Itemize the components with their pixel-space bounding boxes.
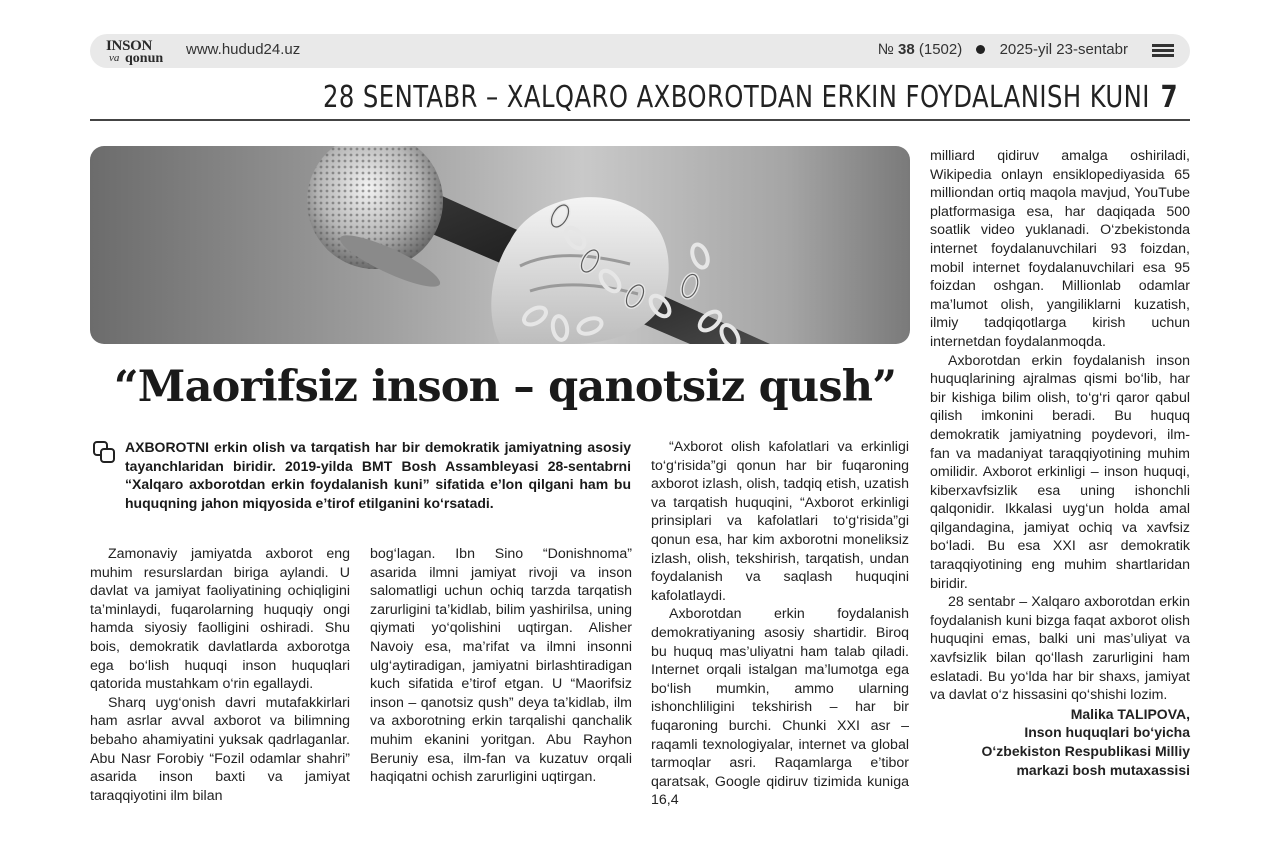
issue-date: 2025-yil 23-sentabr: [999, 41, 1128, 58]
paragraph: 28 sentabr – Xalqaro axborotdan erkin foydalanish kuni bizga faqat axborot olish huquqini emas, balki uni mas’uliyat va xavfsizlik bilan qo‘llash zarurligini ham eslatadi. Bu yo‘lda har bir shaxs, jamiyat va davlat o‘z hissasini qo‘shishi lozim.: [930, 594, 1190, 704]
article-column-3: [651, 438, 909, 810]
paragraph: Axborotdan erkin foydalanish demokratiyaning asosiy shartidir. Biroq bu huquq mas’uliyatni ham talab qiladi. Internet orqali istalgan ma’lumotga ega bo‘lish mumkin, ammo ularning ishonchliligini tekshirish – har bir fuqaroning burchi. Chunki XXI asr – raqamli texnologiyalar, internet va global tarmoqlar asri. Raqamlarga e’tibor qaratsak, Google qidiruv tizimida kuniga 16,4: [651, 606, 909, 809]
paragraph: Sharq uyg‘onish davri mutafakkirlari ham asrlar avval axborot va bilimning bebaho ahamiyatini yuksak qadrlaganlar. Abu Nasr Forobiy “Fozil odamlar shahri” asarida inson baxti va jamiyat taraqqiyotini ilm bilan: [90, 694, 350, 804]
logo-word-qonun: qonun: [125, 51, 164, 66]
copy-squares-icon: [92, 440, 116, 464]
microphone-chained-hand-photo: [90, 146, 910, 344]
paragraph: Axborotdan erkin foydalanish inson huquqlarining ajralmas qismi bo‘lib, har bir kishiga bilim olish, to‘g‘ri qaror qabul qilish imkonini beradi. Bu huquq demokratik jamiyatning poydevori, ilm-fan va madaniyat taraqqiyotining muhim omilidir. Axborot erkinligi – inson huquqi, kiberxavfsizlik esa uning ishonchli qalqonidir. Ikkalasi uyg‘un holda amal qilgandagina, jamiyat ochiq va xavfsiz bo‘ladi. Bu esa XXI asr demokratik taraqqiyotining eng muhim shartlaridan biridir.: [930, 352, 1190, 592]
issue-prefix: №: [877, 41, 894, 58]
article-headline: “Maorifsiz inson – qanotsiz qush”: [113, 362, 897, 412]
paragraph: Zamonaviy jamiyatda axborot eng muhim resurslardan biriga aylandi. U davlat va jamiyat faoliyatining ochiqligini ta’minlaydi, fuqarolarning huquqiy ongi hamda siyosiy faolligini oshiradi. Shu bois, demokratik davlatlarda axborotga ega bo‘lish huquqi inson huquqlari qatorida mustahkam o‘rin egallaydi.: [90, 546, 350, 693]
author-signature: [930, 705, 1190, 779]
author-title-line-2: O‘zbekiston Respublikasi Milliy: [981, 743, 1190, 759]
newspaper-logo[interactable]: [106, 38, 176, 66]
paragraph: bog‘lagan. Ibn Sino “Donishnoma” asarida ilmni jamiyat rivoji va inson salomatligi uchun ochiq tarzda tarqatish zarurligini ta’kidlab, bilim yashirilsa, uning qiymati yo‘qolishini uqtirgan. Alisher Navoiy esa, ma’rifat va ilmni insonni ulg‘aytiradigan, jamiyatni birlashtiradigan kuch sifatida e’tirof etgan. U “Maorifsiz inson – qanotsiz qush” deya ta’kidlab, ilm va axborotning erkin tarqalishi qanchalik muhim ekanini yoritgan. Abu Rayhon Beruniy esa, ilm-fan va kuzatuv orqali haqiqatni ochish zarurligini uqtirgan.: [370, 546, 632, 786]
logo-word-inson: INSON: [106, 38, 153, 54]
article-column-1: [90, 545, 350, 805]
article-column-4: [930, 147, 1190, 779]
issue-number: 38: [898, 41, 915, 58]
paragraph: “Axborot olish kafolatlari va erkinligi to‘g‘risida”gi qonun har bir fuqaroning axborot izlash, olish, tadqiq etish, uzatish va tarqatish huquqini, “Axborot erkinligi prinsiplari va kafolatlari to‘g‘risida”gi qonun esa, har kim axborotni moneliksiz izlash, olish, tekshirish, tarqatish, undan foydalanish va saqlash huquqini kafolatlaydi.: [651, 439, 909, 604]
section-title: [199, 80, 1178, 115]
logo-word-va: va: [109, 52, 120, 64]
hamburger-menu-icon[interactable]: [1152, 44, 1174, 59]
page-number: 7: [1160, 80, 1178, 115]
issue-total: (1502): [918, 41, 963, 58]
author-name: Malika TALIPOVA,: [1070, 705, 1190, 722]
author-title-line-1: Inson huquqlari bo‘yicha: [1024, 724, 1190, 741]
section-title-text: 28 SENTABR – XALQARO AXBOROTDAN ERKIN FOYDALANISH KUNI: [322, 80, 1150, 115]
top-bar: [90, 34, 1190, 68]
site-url-link[interactable]: www.hudud24.uz: [186, 41, 301, 58]
issue-info: [878, 41, 1128, 58]
article-lead: AXBOROTNI erkin olish va tarqatish har bir demokratik jamiyatning asosiy tayanchlaridan biridir. 2019-yilda BMT Bosh Assambleyasi 28-sentabrni “Xalqaro axborotdan erkin foydalanish kuni” sifatida e’lon qilgani ham bu huquqning jahon miqyosida e’tirof etilganini ko‘rsatadi.: [125, 439, 631, 511]
paragraph: milliard qidiruv amalga oshiriladi, Wikipedia onlayn ensiklopediyasida 65 milliondan ortiq maqola mavjud, YouTube platformasiga esa, har daqiqada 500 soatlik video yuklanadi. O‘zbekistonda internet foydalanuvchilari 93 foizdan, mobil internet foydalanuvchilari esa 95 foizdan oshgan. Millionlab odamlar ma’lumot olish, yangiliklarni kuzatish, ilmiy tadqiqotlarga kirish uchun internetdan foydalanmoqda.: [930, 148, 1190, 350]
article-column-2: [370, 545, 632, 787]
bullet-dot-icon: [976, 45, 985, 54]
photo-illustration: [90, 146, 910, 344]
header-divider: [90, 119, 1190, 121]
author-title-line-3: markazi bosh mutaxassisi: [1016, 761, 1190, 778]
